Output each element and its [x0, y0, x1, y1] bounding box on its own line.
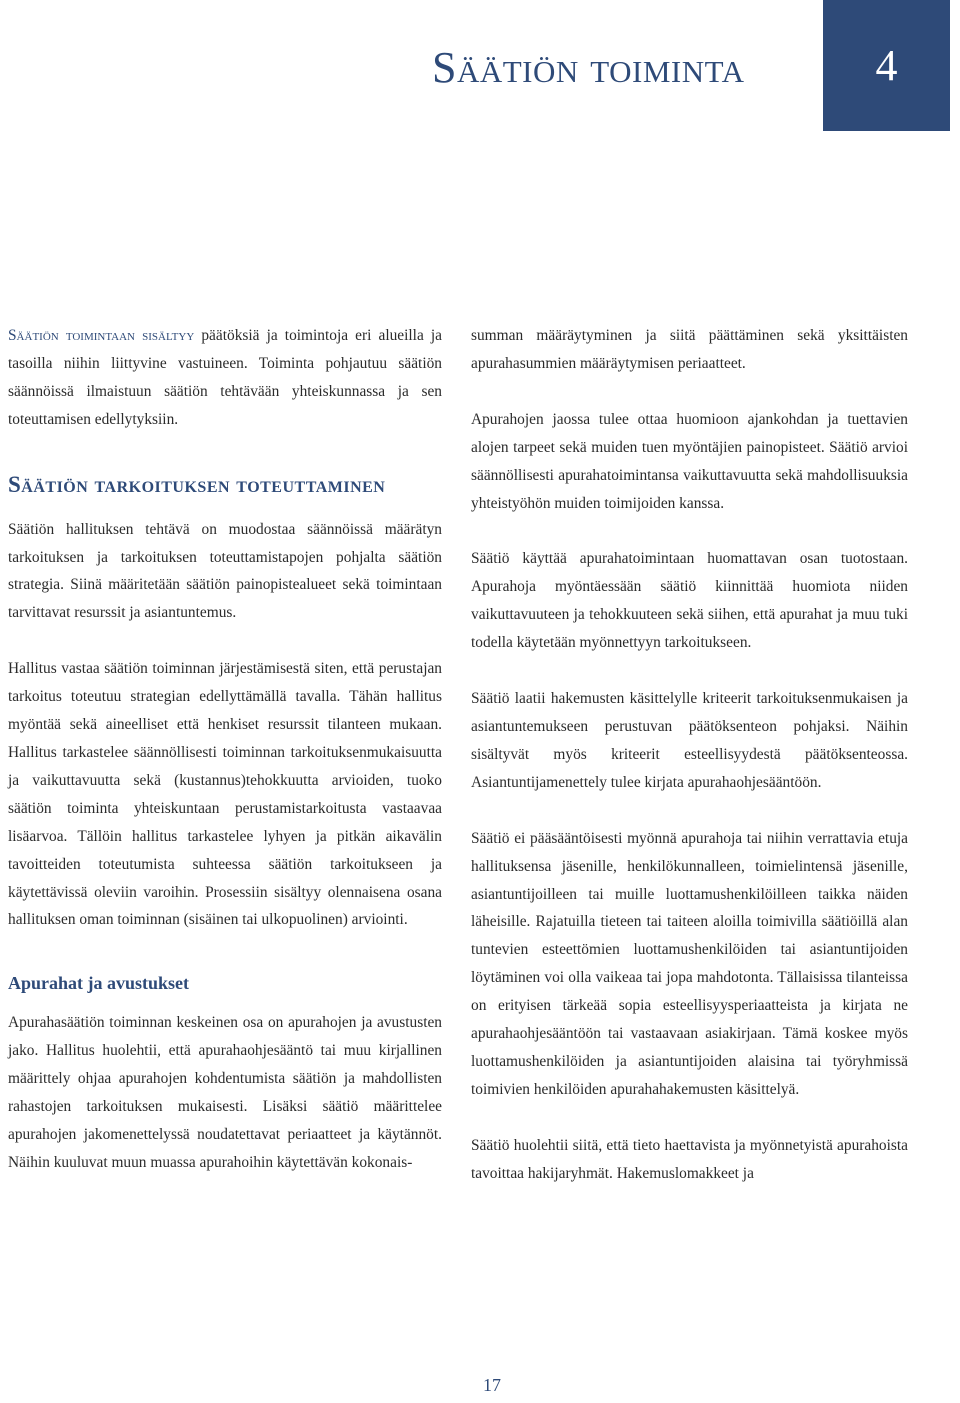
- subsection-heading: Apurahat ja avustukset: [8, 973, 190, 994]
- chapter-title: Säätiön toiminta: [432, 43, 745, 92]
- intro-paragraph: [8, 322, 442, 434]
- right-column: [471, 322, 908, 1188]
- body-paragraph: Apurahojen jaossa tulee ottaa huomioon ajankohdan ja tuettavien alojen tarpeet sekä muiden tuen myöntäjien painopisteet. Säätiö arvioi säännöllisesti apurahatoimintansa vaikuttavuutta sekä mahdollisuuksia yhteistyöhön muiden toimijoiden kanssa.: [471, 410, 908, 512]
- body-paragraph: Säätiö ei pääsääntöisesti myönnä apurahoja tai niihin verrattavia etuja hallituksensa jäsenille, henkilökunnalleen, toimielintensä jäsenille, asiantuntijoilleen tai muille luottamushenkilöilleen taikka näiden läheisille. Rajatuilla tieteen tai taiteen aloilla toimivilla säätiöillä alan tuntevien esteettömien luottamushenkilöiden tai asiantuntijoiden löytäminen voi olla vaikeaa tai jopa mahdotonta. Tällaisissa tilanteissa on erityisen tärkeää sopia esteellisyysperiaatteista ja kirjata ne apurahaohjesääntöön tai vastaavaan asiakirjaan. Tämä koskee myös luottamushenkilöiden ja asiantuntijoiden alaisina tai työryhmissä toimivien henkilöiden apurahahakemusten käsittelyä.: [471, 829, 908, 1098]
- intro-lead-in: Säätiön toimintaan sisältyy: [8, 327, 195, 344]
- chapter-number: 4: [875, 41, 898, 90]
- section-heading: Säätiön tarkoituksen toteuttaminen: [8, 471, 386, 497]
- body-paragraph: Säätiö laatii hakemusten käsittelylle kriteerit tarkoituksenmukaisen ja asiantuntemukseen perustuvan päätöksenteon pohjaksi. Näihin sisältyvät myös kriteerit esteellisyydestä päätöksenteossa. Asiantuntijamenettely tulee kirjata apurahaohjesääntöön.: [471, 690, 908, 791]
- page-number: 17: [483, 1375, 501, 1395]
- left-column: [8, 322, 442, 1177]
- body-paragraph: Säätiö käyttää apurahatoimintaan huomattavan osan tuotostaan. Apurahoja myöntäessään säätiö kiinnittää huomiota niiden vaikuttavuuteen ja tehokkuuteen sekä siihen, että apurahat ja muu tuki todella käytetään myönnettyyn tarkoitukseen.: [471, 550, 908, 652]
- body-paragraph: Apurahasäätiön toiminnan keskeinen osa on apurahojen ja avustusten jako. Hallitus huolehtii, että apurahaohjesääntö tai muu kirjallinen määrittely ohjaa apurahojen kohdentumista säätiön ja mahdollisten rahastojen tarkoituksen mukaisesti. Lisäksi säätiö määrittelee apurahojen jakomenettelyssä noudatettavat periaatteet ja käytännöt. Näihin kuuluvat muun muassa apurahoihin käytettävän kokonais-: [8, 1014, 442, 1171]
- body-paragraph: Hallitus vastaa säätiön toiminnan järjestämisestä siten, että perustajan tarkoitus toteutuu strategian edellyttämällä tavalla. Tähän hallitus myöntää sekä aineelliset että henkiset resurssit tilanteen mukaan. Hallitus tarkastelee säännöllisesti toiminnan tarkoituksenmukaisuutta ja vaikuttavuutta sekä (kustannus)tehokkuutta arvioiden, tuoko säätiön toiminta yhteiskuntaan perustamistarkoitusta vastaavaa lisäarvoa. Tällöin hallitus tarkastelee lyhyen ja pitkän aikavälin tavoitteiden toteutumista suhteessa säätiön tarkoitukseen ja käytettävissä oleviin varoihin. Prosessiin sisältyy olennaisena osana hallituksen oman toiminnan (sisäinen tai ulkopuolinen) arviointi.: [8, 660, 442, 929]
- intro-text: päätöksiä ja toimintoja eri alueilla ja tasoilla niihin liittyvine vastuineen. Toiminta pohjautuu säätiön säännöissä ilmaistuun säätiön tehtävään yhteiskunnassa ja sen toteuttamisen edellytyksiin.: [8, 327, 442, 428]
- body-paragraph: Säätiö huolehtii siitä, että tieto haettavista ja myönnetyistä apurahoista tavoittaa hakijaryhmät. Hakemuslomakkeet ja: [471, 1136, 908, 1182]
- body-paragraph: summan määräytyminen ja siitä päättäminen sekä yksittäisten apurahasummien määräytymisen periaatteet.: [471, 327, 908, 372]
- chapter-number-box: [823, 0, 950, 131]
- body-paragraph: Säätiön hallituksen tehtävä on muodostaa säännöissä määrätyn tarkoituksen ja tarkoituksen toteuttamistapojen pohjalta säätiön strategia. Siinä määritetään säätiön painopistealueet sekä toimintaan tarvittavat resurssit ja asiantuntemus.: [8, 520, 442, 622]
